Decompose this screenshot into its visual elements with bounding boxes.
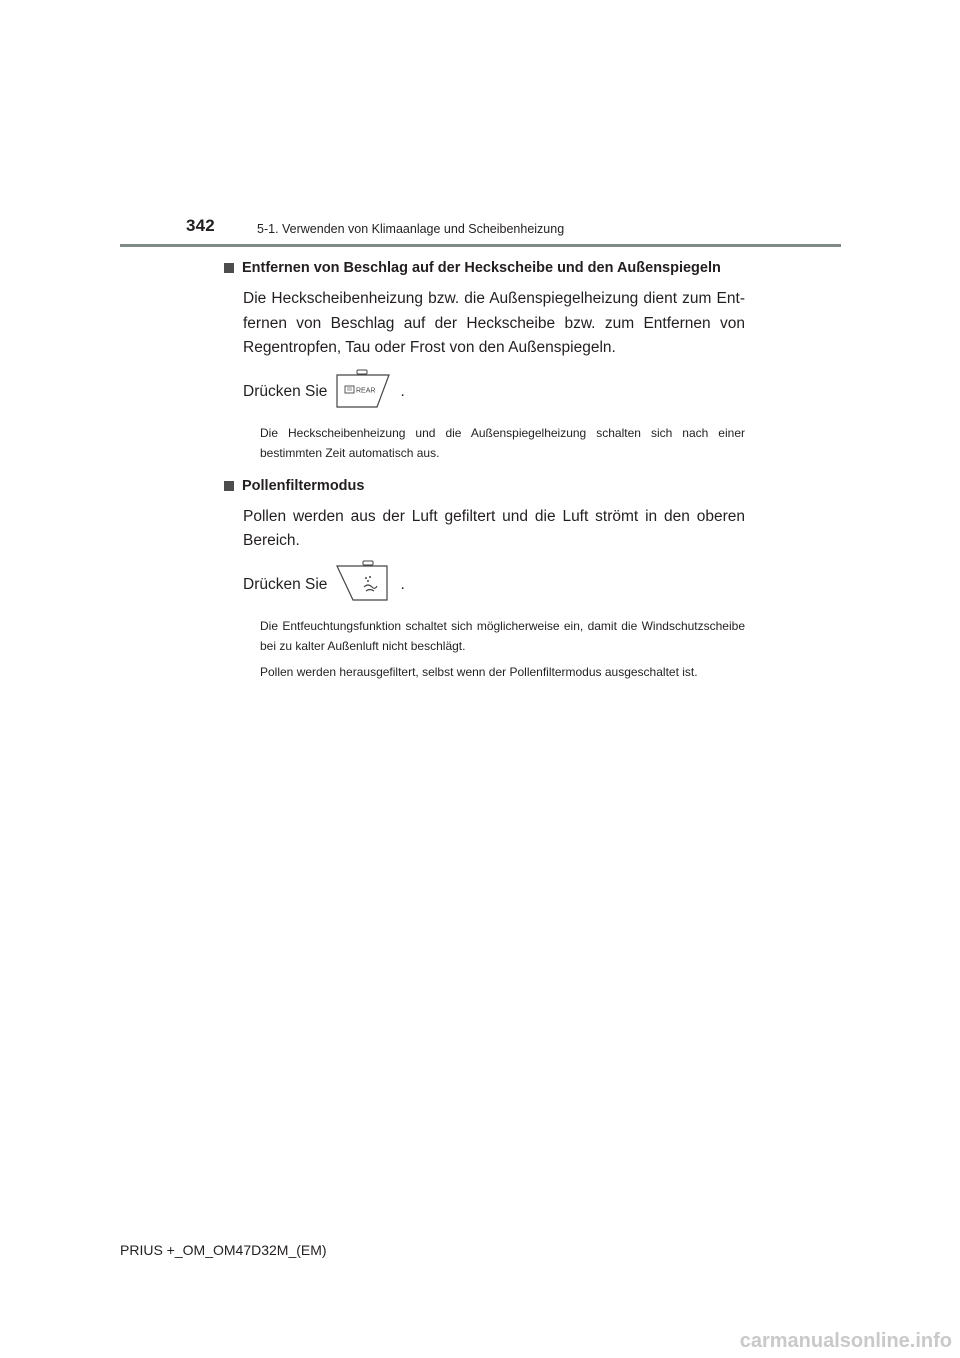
press-label: Drücken Sie bbox=[243, 575, 328, 593]
press-end: . bbox=[400, 575, 405, 593]
press-end: . bbox=[400, 382, 405, 400]
section-paragraph: Die Heckscheibenheizung bzw. die Außenspiegelheizung dient zum Entfernen von Beschlag auf der Heckscheibe bzw. zum Entfernen von Regentropfen, Tau oder Frost von den Außenspiegeln. bbox=[243, 290, 745, 356]
pollen-filter-button-icon bbox=[333, 560, 391, 609]
section-heading bbox=[224, 475, 745, 497]
section-heading-text: Entfernen von Beschlag auf der Heckscheibe und den Außenspiegeln bbox=[242, 260, 721, 276]
section-heading-text: Pollenfiltermodus bbox=[242, 477, 365, 494]
rear-defogger-button-icon bbox=[333, 369, 391, 414]
page-content bbox=[224, 257, 745, 682]
square-bullet-icon bbox=[224, 481, 234, 491]
section-rear-defogger bbox=[224, 257, 745, 463]
note-text: Pollen werden herausgefiltert, selbst wenn der Pollenfiltermodus ausgeschaltet ist. bbox=[260, 664, 698, 679]
square-bullet-icon bbox=[224, 263, 234, 273]
chapter-title: 5-1. Verwenden von Klimaanlage und Scheibenheizung bbox=[257, 222, 565, 236]
footer-code: PRIUS +_OM_OM47D32M_(EM) bbox=[120, 1242, 327, 1258]
button-text: REAR bbox=[356, 387, 376, 395]
page-number: 342 bbox=[186, 216, 215, 235]
section-pollen-filter bbox=[224, 475, 745, 682]
press-instruction bbox=[243, 369, 745, 415]
section-paragraph: Pollen werden aus der Luft gefiltert und die Luft strömt in den oberen Bereich. bbox=[243, 507, 745, 549]
note-text: Die Entfeuchtungsfunktion schaltet sich möglicherweise ein, damit die Windschutzscheibe bei zu kalter Außenluft nicht beschlägt. bbox=[260, 618, 745, 653]
watermark: carmanualsonline.info bbox=[739, 1330, 952, 1352]
press-instruction bbox=[243, 562, 745, 608]
section-heading bbox=[224, 257, 745, 279]
header-rule bbox=[120, 244, 841, 247]
press-label: Drücken Sie bbox=[243, 382, 328, 400]
note-text: Die Heckscheibenheizung und die Außenspiegelheizung schalten sich nach einer bestimmten Zeit automatisch aus. bbox=[260, 425, 745, 460]
